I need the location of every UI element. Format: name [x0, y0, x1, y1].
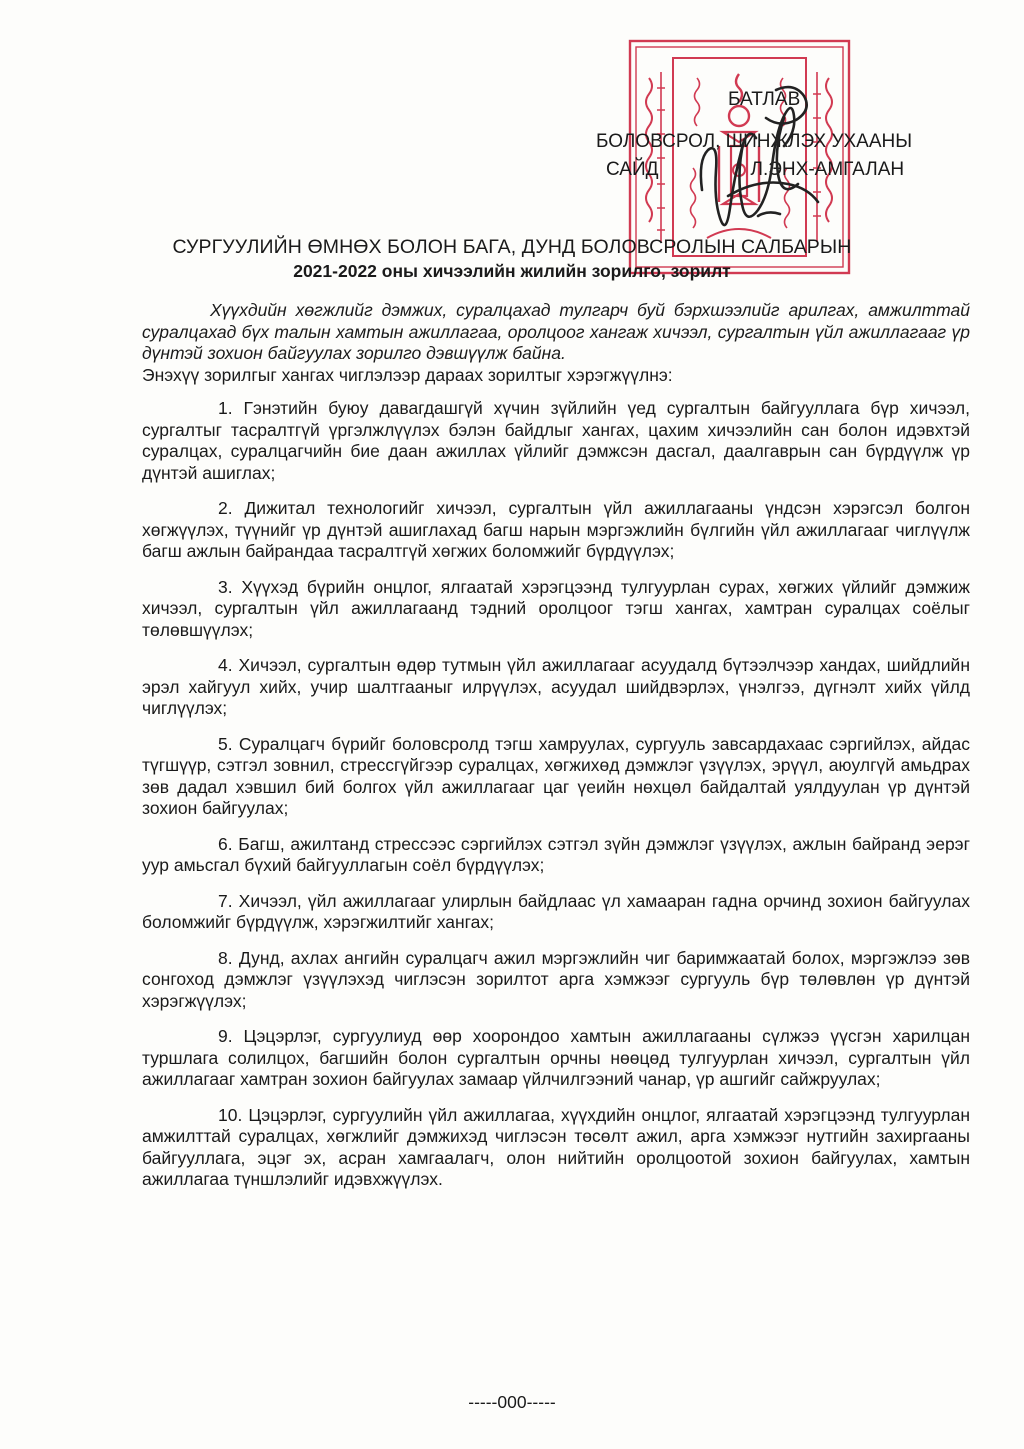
goal-item: 7. Хичээл, үйл ажиллагааг улирлын байдлаас үл хамааран гадна орчинд зохион байгуулах боломжийг бүрдүүлж, хэрэгжилтийг хангах; [142, 890, 970, 932]
goal-item: 6. Багш, ажилтанд стрессээс сэргийлэх сэтгэл зүйн дэмжлэг үзүүлэх, ажлын байранд эерэг уур амьсгал бүхий байгууллагын соёл бүрдүүлэх; [142, 833, 970, 875]
intro-tail-line: Энэхүү зорилгыг хангах чиглэлээр дараах зорилтыг хэрэгжүүлнэ: [142, 364, 673, 385]
goal-item: 9. Цэцэрлэг, сургуулиуд өөр хоорондоо хамтын ажиллагааны сүлжээ үүсгэн харилцан туршлага солилцох, багшийн болон сургалтын орчны нөөцөд тулгуурлан хичээл, сургалтын үйл ажиллагааг хамтран зохион байгуулах замаар үйлчилгээний чанар, үр ашгийг сайжруулах; [142, 1026, 970, 1089]
goal-item: 4. Хичээл, сургалтын өдөр тутмын үйл ажиллагааг асуудалд бүтээлчээр хандах, шийдлийн эрэл хайгуул хийх, учир шалтгааныг илрүүлэх, асуудал шийдвэрлэх, үнэлгээ, дүгнэлт хийх үйлд чиглүүлэх; [142, 655, 970, 718]
document-end-marker: -----000----- [468, 1392, 556, 1412]
goal-item: 1. Гэнэтийн буюу давагдашгүй хүчин зүйлийн үед сургалтын байгууллага бүр хичээл, сургалтыг тасралтгүй үргэлжлүүлэх бэлэн байдлыг хангах, цахим хичээлийн сан болон идэвхтэй суралцах, суралцагчийн бие даан ажиллах үйлийг дэмжсэн дасгал, даалгаврын сан бүрдүүлж үр дүнтэй ашиглах; [142, 398, 970, 483]
document-body [142, 300, 970, 1205]
approver-position: БОЛОВСРОЛ, ШИНЖЛЭХ УХААНЫ [596, 131, 913, 152]
approval-label: БАТЛАВ [728, 89, 801, 110]
goal-item: 2. Дижитал технологийг хичээл, сургалтын үйл ажиллагааны үндсэн хэрэгсэл болгон хөгжүүлэх, түүнийг үр дүнтэй ашиглахад багш нарын мэргэжлийн бүлгийн үйл ажиллагааг чиглүүлж багш ажлын байрандаа тасралтгүй хөгжих боломжийг бүрдүүлэх; [142, 498, 970, 561]
goal-item: 8. Дунд, ахлах ангийн суралцагч ажил мэргэжлийн чиг баримжаатай болох, мэргэжлээ зөв сонгоход дэмжлэг үзүүлэхэд чиглэсэн зорилтот арга хэмжээг сургууль бүр төлөвлөн үр дүнтэй хэрэгжүүлэх; [142, 947, 970, 1011]
approver-role: САЙД [606, 159, 659, 180]
approver-name: Л.ЭНХ-АМГАЛАН [750, 159, 905, 180]
goal-item: 5. Суралцагч бүрийг боловсролд тэгш хамруулах, сургууль завсардахаас сэргийлэх, айдас түгшүүр, сэтгэл зовнил, стрессгүйгээр суралцах, хөгжихөд дэмжлэг үзүүлэх, эрүүл, аюулгүй амьдрах зөв дадал хэвшил бий болгох үйл ажиллагааг цаг үеийн нөхцөл байдалтай уялдуулан үр дүнтэй зохион байгуулах; [142, 733, 970, 818]
intro-paragraph: Хүүхдийн хөгжлийг дэмжих, суралцахад тулгарч буй бэрхшээлийг арилгах, амжилттай суралцахад бүх талын хамтын ажиллагаа, оролцоог хангаж хичээл, сургалтын үйл ажиллагааг үр дүнтэй зохион байгуулах зорилго дэвшүүлж байна. [142, 300, 970, 363]
goal-item: 10. Цэцэрлэг, сургуулийн үйл ажиллагаа, хүүхдийн онцлог, ялгаатай хэрэгцээнд тулгуурлан амжилттай суралцах, хөгжлийг дэмжихэд чиглэсэн төсөлт ажил, арга хэмжээг нутгийн захиргааны байгууллага, эцэг эх, асран хамгаалагч, олон нийтийн оролцоотой зохион байгуулах, хамтын ажиллагаа түншлэлийг идэвхжүүлэх. [142, 1104, 970, 1189]
goal-item: 3. Хүүхэд бүрийн онцлог, ялгаатай хэрэгцээнд тулгуурлан сурах, хөгжих үйлийг дэмжиж хичээл, сургалтын үйл ажиллагаанд тэдний оролцоог тэгш хангах, хамтран суралцах соёлыг төлөвшүүлэх; [142, 576, 970, 640]
handwritten-signature [680, 70, 830, 245]
title-line-1: СУРГУУЛИЙН ӨМНӨХ БОЛОН БАГА, ДУНД БОЛОВСРОЛЫН САЛБАРЫН [172, 236, 852, 258]
title-line-2: 2021-2022 оны хичээлийн жилийн зорилго, зорилт [293, 261, 731, 281]
